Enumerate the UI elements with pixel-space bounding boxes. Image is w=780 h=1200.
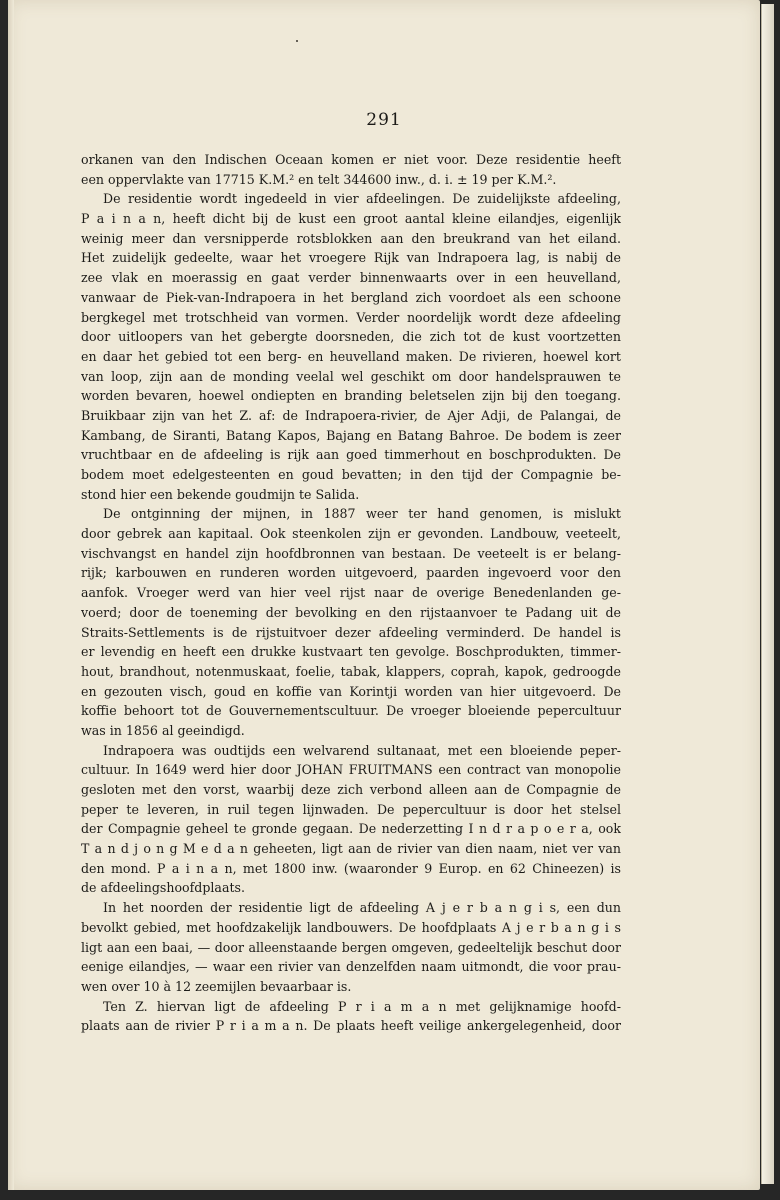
text-line: van loop, zijn aan de monding veelal wel geschikt om door handelsprauwen te [81,368,621,384]
text-line: T a n d j o n g M e d a n geheeten, ligt aan de rivier van dien naam, niet ver van [81,841,621,857]
text-line: Het zuidelijk gedeelte, waar het vroegere Rijk van Indrapoera lag, is nabij de [81,250,621,266]
text-line: Bruikbaar zijn van het Z. af: de Indrapoera-rivier, de Ajer Adji, de Palangai, de [81,407,621,423]
page-edge [761,4,774,1184]
text-line: en daar het gebied tot een berg- en heuvelland maken. De rivieren, hoewel kort [81,348,621,364]
text-line: stond hier een bekende goudmijn te Salida. [81,486,360,502]
text-line: gesloten met den vorst, waarbij deze zich verbond alleen aan de Compagnie de [81,782,621,797]
text-line: door uitloopers van het gebergte doorsneden, die zich tot de kust voortzetten [81,329,621,345]
text-line: vruchtbaar en de afdeeling is rijk aan goed timmerhout en boschprodukten. De [81,447,621,463]
text-line: Kambang, de Siranti, Batang Kapos, Bajang en Batang Bahroe. De bodem is zeer [81,427,621,443]
text-line: een oppervlakte van 17715 K.M.² en telt 344600 inw., d. i. ± 19 per K.M.². [81,171,557,187]
text-line: plaats aan de rivier P r i a m a n. De plaats heeft veilige ankergelegenheid, door [81,1018,621,1034]
text-line: voerd; door de toeneming der bevolking en den rijstaanvoer te Padang uit de [81,604,621,620]
ink-speck [296,40,298,42]
text-line: worden bevaren, hoewel ondiepten en branding beletselen zijn bij den toegang. [81,388,621,404]
text-line: ligt aan een baai, — door alleenstaande bergen omgeven, gedeeltelijk beschut door [81,939,621,955]
text-line: aanfok. Vroeger werd van hier veel rijst naar de overige Benedenlanden ge- [81,585,621,601]
text-line: rijk; karbouwen en runderen worden uitgevoerd, paarden ingevoerd voor den [81,565,621,581]
page-spine-shadow [8,0,14,1190]
text-line: was in 1856 al geeindigd. [81,722,245,738]
text-line: weinig meer dan versnipperde rotsblokken aan den breukrand van het eiland. [81,230,621,246]
text-line: vanwaar de Piek-van-Indrapoera in het bergland zich voordoet als een schoone [81,289,621,305]
text-line: bergkegel met trotschheid van vormen. Verder noordelijk wordt deze afdeeling [81,309,621,325]
text-line: bodem moet edelgesteenten en goud bevatten; in den tijd der Compagnie be- [81,467,621,482]
text-line: De residentie wordt ingedeeld in vier afdeelingen. De zuidelijkste afdeeling, [103,191,621,207]
text-line: bevolkt gebied, met hoofdzakelijk landbouwers. De hoofdplaats A j e r b a n g i s [81,919,621,935]
text-line: P a i n a n, heeft dicht bij de kust een groot aantal kleine eilandjes, eigenlijk [81,211,621,227]
text-line: en gezouten visch, goud en koffie van Korintji worden van hier uitgevoerd. De [81,683,621,699]
text-line: der Compagnie geheel te gronde gegaan. De nederzetting I n d r a p o e r a, ook [81,821,621,837]
text-line: den mond. P a i n a n, met 1800 inw. (waaronder 9 Europ. en 62 Chineezen) is [81,860,621,876]
text-line: door gebrek aan kapitaal. Ook steenkolen zijn er gevonden. Landbouw, veeteelt, [81,526,621,542]
text-line: hout, brandhout, notenmuskaat, foelie, tabak, klappers, coprah, kapok, gedroogde [81,663,621,679]
text-line: wen over 10 à 12 zeemijlen bevaarbaar is. [81,978,352,994]
text-line: vischvangst en handel zijn hoofdbronnen van bestaan. De veeteelt is er belang- [81,545,621,561]
book-page [8,0,760,1190]
text-line: cultuur. In 1649 werd hier door JOHAN FRUITMANS een contract van monopolie [81,762,621,778]
page-number: 291 [366,110,402,130]
text-line: peper te leveren, in ruil tegen lijnwaden. De pepercultuur is door het stelsel [81,801,621,817]
body-text [81,150,621,1036]
text-line: Indrapoera was oudtijds een welvarend sultanaat, met een bloeiende peper- [103,742,621,758]
text-line: koffie behoort tot de Gouvernementscultuur. De vroeger bloeiende pepercultuur [81,703,621,719]
text-line: eenige eilandjes, — waar een rivier van denzelfden naam uitmondt, die voor prau- [81,959,621,975]
text-line: De ontginning der mijnen, in 1887 weer ter hand genomen, is mislukt [103,506,621,522]
text-line: er levendig en heeft een drukke kustvaart ten gevolge. Boschprodukten, timmer- [81,644,621,660]
text-line: orkanen van den Indischen Oceaan komen er niet voor. Deze residentie heeft [81,152,621,167]
text-line: Ten Z. hiervan ligt de afdeeling P r i a m a n met gelijknamige hoofd- [103,998,621,1014]
text-line: de afdeelingshoofdplaats. [81,880,245,896]
text-line: In het noorden der residentie ligt de afdeeling A j e r b a n g i s, een dun [103,900,621,916]
text-line: zee vlak en moerassig en gaat verder binnenwaarts over in een heuvelland, [81,270,621,286]
text-line: Straits-Settlements is de rijstuitvoer dezer afdeeling verminderd. De handel is [81,624,621,640]
